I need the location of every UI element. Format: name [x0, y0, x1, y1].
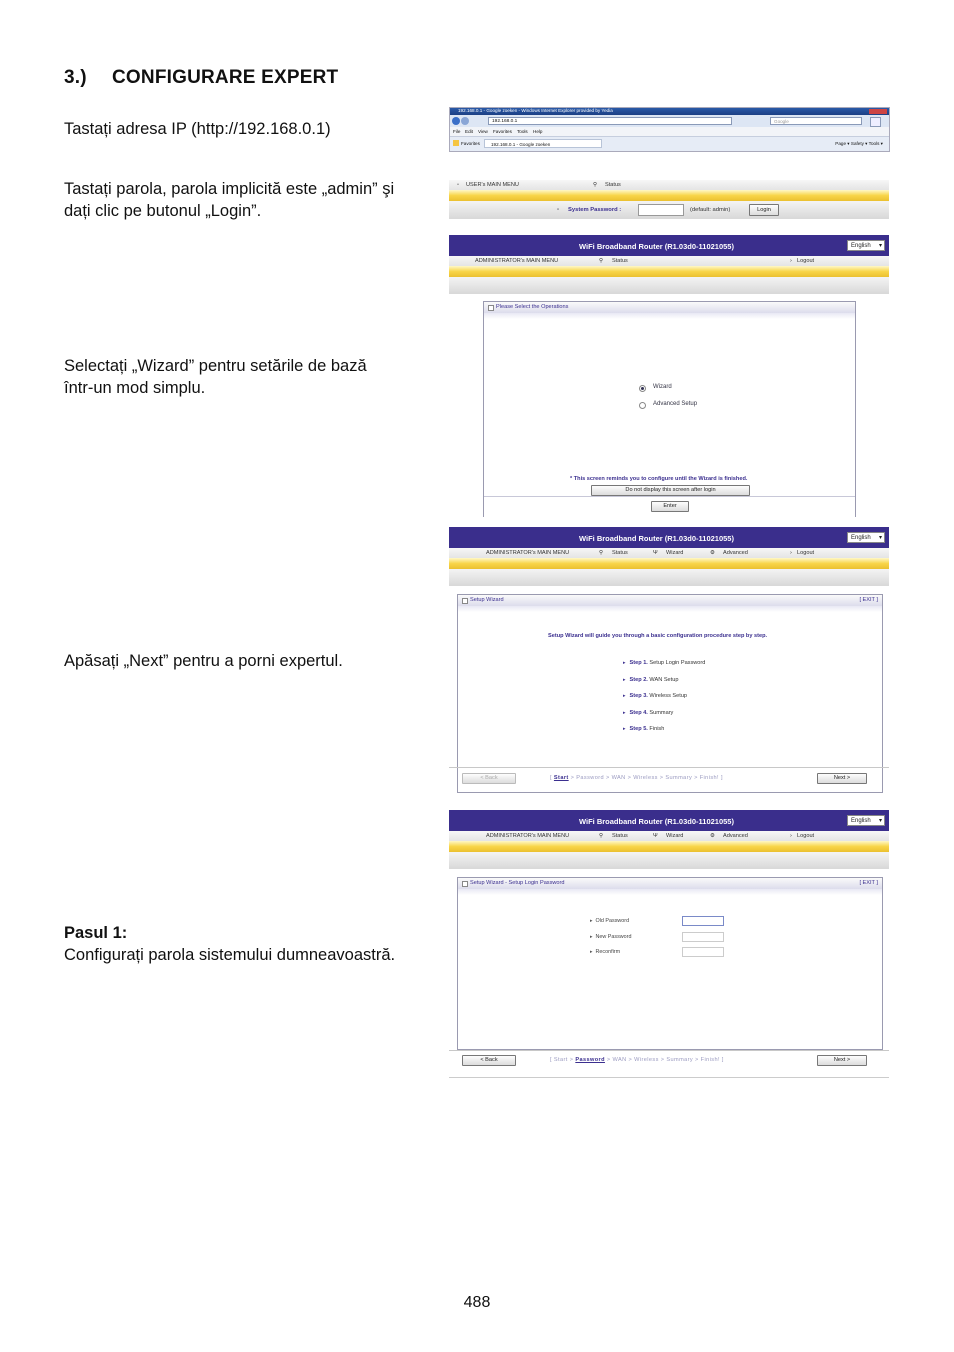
advanced-setup-radio[interactable]: [639, 402, 646, 409]
menu-square-icon: ▫: [457, 182, 459, 188]
instruction-password: [64, 178, 434, 222]
menu-file[interactable]: File: [453, 129, 461, 134]
router-header: [449, 527, 889, 548]
next-button[interactable]: Next >: [817, 1055, 867, 1066]
status-icon: ⚲: [599, 550, 604, 556]
logout-link[interactable]: Logout: [797, 833, 815, 839]
menu-help[interactable]: Help: [533, 129, 543, 134]
section-title: CONFIGURARE EXPERT: [112, 67, 339, 88]
wizard-breadcrumb: [550, 775, 723, 781]
step1-title: Pasul 1:: [64, 924, 128, 942]
advanced-link[interactable]: Advanced: [723, 833, 748, 839]
password-exit-link[interactable]: [ EXIT ]: [859, 880, 878, 886]
admin-main-menu[interactable]: ADMINISTRATOR's MAIN MENU: [486, 833, 570, 839]
back-button[interactable]: < Back: [462, 1055, 516, 1066]
wizard-step-5: [623, 726, 664, 732]
step-3-number: Step 3.: [629, 693, 648, 699]
new-password-input[interactable]: [682, 932, 724, 942]
favorites-star-icon[interactable]: [453, 140, 459, 146]
crumb-open: [: [550, 775, 554, 781]
new-password-label: ▸ New Password: [590, 934, 631, 940]
step-2-number: Step 2.: [629, 677, 648, 683]
menu-favorites[interactable]: Favorites: [493, 129, 512, 134]
router-title: WiFi Broadband Router (R1.03d0-11021055): [579, 534, 734, 543]
gold-bar: [449, 266, 889, 277]
login-form-bar: [449, 201, 889, 219]
forward-icon[interactable]: [461, 117, 469, 125]
reconfirm-label: ▸ Reconfirm: [590, 949, 620, 955]
logout-link[interactable]: Logout: [797, 550, 815, 556]
wizard-panel: [457, 594, 883, 793]
password-panel: [457, 877, 883, 1050]
step-3-label: Wireless Setup: [649, 693, 688, 699]
crumb-rest: > Password > WAN > Wireless > Summary > Finish! ]: [568, 775, 723, 781]
instruction-password-line2: dați clic pe butonul „Login”.: [64, 202, 262, 220]
status-icon: ⚲: [599, 258, 604, 264]
step-4-label: Summary: [649, 710, 674, 716]
advanced-icon: ⚙: [710, 550, 716, 556]
step-5-label: Finish: [649, 726, 665, 732]
logout-arrow-icon: ›: [790, 550, 792, 556]
browser-tab[interactable]: 192.168.0.1 - Google zoeken: [484, 139, 602, 148]
default-password-hint: (default: admin): [690, 207, 731, 213]
browser-addressbar: [450, 115, 889, 127]
next-button[interactable]: Next >: [817, 773, 867, 784]
favorites-label[interactable]: Favorites: [461, 141, 480, 146]
wizard-header-title: Setup Wizard: [470, 597, 504, 603]
step-5-number: Step 5.: [629, 726, 648, 732]
wizard-step-3: [623, 693, 687, 699]
wizard-radio[interactable]: [639, 385, 646, 392]
old-password-label: ▸ Old Password: [590, 918, 629, 924]
advanced-link[interactable]: Advanced: [723, 550, 748, 556]
login-status-link[interactable]: Status: [605, 182, 621, 188]
logout-link[interactable]: Logout: [797, 258, 815, 264]
browser-titlebar: [450, 108, 889, 115]
step1-text: Configurați parola sistemului dumneavoastră.: [64, 946, 396, 964]
advanced-option-label: Advanced Setup: [653, 401, 698, 407]
router-title: WiFi Broadband Router (R1.03d0-11021055): [579, 817, 734, 826]
router-header: [449, 235, 889, 256]
operations-panel-header: Please Select the Operations: [484, 302, 855, 314]
page-number: 488: [463, 1294, 491, 1311]
section-heading: [64, 67, 338, 89]
crumb-password-current: Password: [575, 1057, 605, 1063]
wizard-icon: Ψ: [653, 550, 658, 556]
password-square-icon: ▫: [557, 207, 560, 213]
language-select[interactable]: English ▾: [847, 815, 885, 826]
wizard-reminder-text: * This screen reminds you to configure until the Wizard is finished.: [570, 476, 748, 482]
back-button[interactable]: < Back: [462, 773, 516, 784]
wizard-link[interactable]: Wizard: [666, 833, 684, 839]
login-button[interactable]: Login: [749, 204, 779, 216]
login-gold-bar: [449, 190, 889, 201]
wizard-step-2: [623, 677, 678, 683]
search-input[interactable]: Google: [770, 117, 862, 125]
status-link[interactable]: Status: [612, 550, 628, 556]
system-password-label: System Password :: [568, 207, 622, 213]
wizard-intro-text: Setup Wizard will guide you through a basic configuration procedure step by step.: [548, 633, 768, 639]
menu-tools[interactable]: Tools: [517, 129, 528, 134]
grey-bar: [449, 852, 889, 869]
crumb-rest: > WAN > Wireless > Summary > Finish! ]: [604, 1057, 724, 1063]
language-select[interactable]: English ▾: [847, 240, 885, 251]
browser-tabbar: [450, 136, 889, 152]
panel-shade: [458, 606, 882, 612]
search-icon[interactable]: [870, 117, 881, 127]
wizard-link[interactable]: Wizard: [666, 550, 684, 556]
step-4-number: Step 4.: [629, 710, 648, 716]
status-icon: ⚲: [593, 182, 598, 188]
instruction-step1: [64, 922, 434, 966]
operations-panel: [483, 301, 856, 517]
reconfirm-input[interactable]: [682, 947, 724, 957]
instruction-password-line1: Tastați parola, parola implicită este „admin” şi: [64, 180, 395, 198]
admin-main-menu[interactable]: ADMINISTRATOR's MAIN MENU: [475, 258, 559, 264]
user-main-menu[interactable]: USER's MAIN MENU: [466, 182, 519, 188]
panel-shade: [458, 889, 882, 895]
instruction-ip: Tastați adresa IP (http://192.168.0.1): [64, 120, 331, 138]
window-controls-icon[interactable]: [869, 109, 887, 114]
browser-screenshot: [449, 107, 890, 152]
instruction-wizard: [64, 355, 434, 399]
gold-bar: [449, 841, 889, 852]
status-link[interactable]: Status: [612, 833, 628, 839]
operations-screenshot: [449, 235, 889, 517]
crumb-open: [: [550, 1057, 554, 1063]
password-header-title: Setup Wizard - Setup Login Password: [470, 880, 565, 886]
browser-window-title: 192.168.0.1 - Google zoeken - Windows Internet Explorer provided by Yedia: [458, 108, 613, 113]
section-number: 3.): [64, 67, 87, 88]
instruction-wizard-line1: Selectați „Wizard” pentru setările de bază: [64, 357, 367, 375]
step-1-label: Setup Login Password: [649, 660, 706, 666]
menu-edit[interactable]: Edit: [465, 129, 473, 134]
advanced-icon: ⚙: [710, 833, 716, 839]
grey-bar: [449, 277, 889, 294]
back-icon[interactable]: [452, 117, 460, 125]
old-password-input[interactable]: [682, 916, 724, 926]
admin-main-menu[interactable]: ADMINISTRATOR's MAIN MENU: [486, 550, 570, 556]
hide-screen-button[interactable]: Do not display this screen after login: [591, 485, 750, 496]
step-1-number: Step 1.: [629, 660, 648, 666]
wizard-option-label: Wizard: [653, 384, 672, 390]
step-2-label: WAN Setup: [649, 677, 679, 683]
logout-arrow-icon: ›: [790, 258, 792, 264]
password-footer-divider: [449, 1050, 889, 1051]
status-link[interactable]: Status: [612, 258, 628, 264]
language-select[interactable]: English ▾: [847, 532, 885, 543]
crumb-start-current: Start: [553, 775, 569, 781]
panel-divider: [484, 496, 855, 497]
enter-button[interactable]: Enter: [651, 501, 689, 512]
password-breadcrumb: [550, 1057, 724, 1063]
browser-menubar: [450, 127, 889, 136]
gold-bar: [449, 558, 889, 569]
system-password-input[interactable]: [638, 204, 684, 216]
instruction-wizard-line2: într-un mod simplu.: [64, 379, 206, 397]
logout-arrow-icon: ›: [790, 833, 792, 839]
router-title: WiFi Broadband Router (R1.03d0-11021055): [579, 242, 734, 251]
wizard-footer-divider: [449, 767, 889, 768]
router-header: [449, 810, 889, 831]
status-icon: ⚲: [599, 833, 604, 839]
wizard-exit-link[interactable]: [ EXIT ]: [859, 597, 878, 603]
crumb-start: Start >: [553, 1057, 576, 1063]
grey-bar: [449, 569, 889, 586]
instruction-next: Apăsați „Next” pentru a porni expertul.: [64, 652, 343, 670]
panel-shade: [484, 313, 855, 319]
password-screenshot: [449, 810, 889, 1078]
wizard-step-1: [623, 660, 705, 666]
wizard-icon: Ψ: [653, 833, 658, 839]
wizard-screenshot: [449, 527, 889, 793]
login-screenshot: [449, 180, 889, 219]
wizard-step-4: [623, 710, 673, 716]
address-input[interactable]: 192.168.0.1: [488, 117, 732, 125]
browser-toolbar-right[interactable]: Page ▾ Safety ▾ Tools ▾: [835, 141, 883, 146]
menu-view[interactable]: View: [478, 129, 488, 134]
